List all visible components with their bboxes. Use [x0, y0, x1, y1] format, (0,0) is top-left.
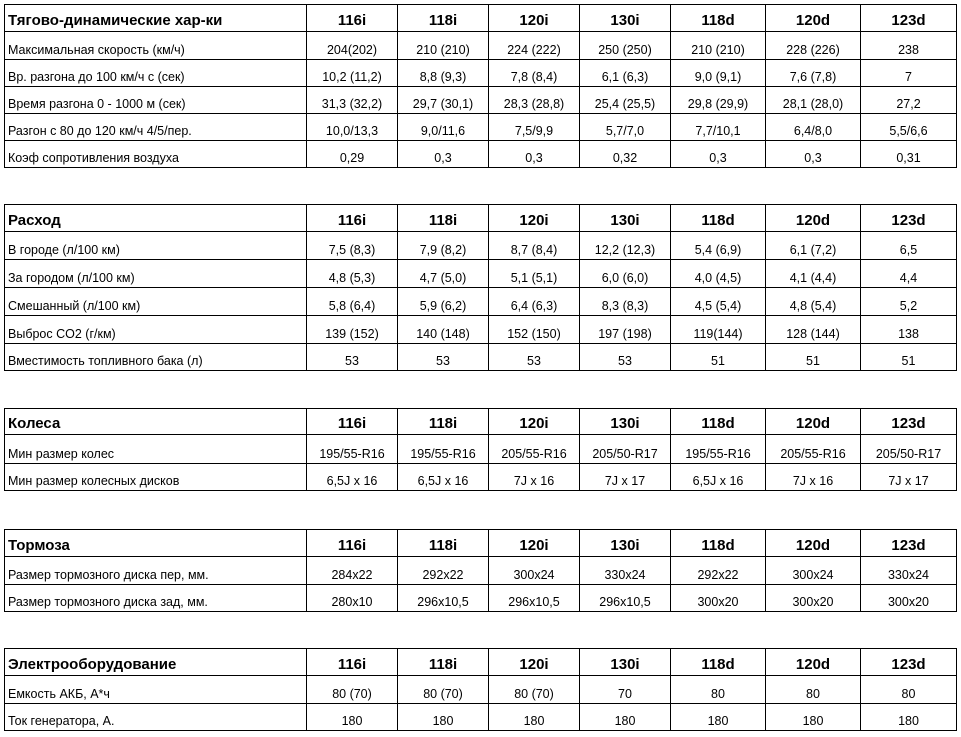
table-cell: 180 — [580, 704, 671, 731]
table-cell: 4,8 (5,3) — [307, 260, 398, 288]
table-cell: 80 (70) — [489, 676, 580, 704]
table-cell: 210 (210) — [671, 32, 766, 60]
model-header: 123d — [861, 530, 957, 557]
model-header: 123d — [861, 649, 957, 676]
table-cell: 0,31 — [861, 141, 957, 168]
table-cell: 228 (226) — [766, 32, 861, 60]
table-cell: 250 (250) — [580, 32, 671, 60]
table-cell: 9,0/11,6 — [398, 114, 489, 141]
row-label: Мин размер колес — [5, 435, 307, 464]
table-cell: 8,7 (8,4) — [489, 232, 580, 260]
table-cell: 204(202) — [307, 32, 398, 60]
table-cell: 7J x 16 — [766, 464, 861, 491]
model-header: 120i — [489, 205, 580, 232]
model-header: 130i — [580, 409, 671, 435]
table-cell: 6,0 (6,0) — [580, 260, 671, 288]
table-cell: 300x20 — [671, 585, 766, 612]
section-title: Расход — [5, 205, 307, 232]
table-cell: 6,1 (7,2) — [766, 232, 861, 260]
row-label: Вр. разгона до 100 км/ч с (сек) — [5, 60, 307, 87]
table-cell: 280x10 — [307, 585, 398, 612]
table-cell: 5,5/6,6 — [861, 114, 957, 141]
row-label: Выброс CO2 (г/км) — [5, 316, 307, 344]
table-cell: 80 — [671, 676, 766, 704]
table-cell: 195/55-R16 — [307, 435, 398, 464]
table-cell: 5,9 (6,2) — [398, 288, 489, 316]
table-cell: 7,8 (8,4) — [489, 60, 580, 87]
table-cell: 0,3 — [671, 141, 766, 168]
model-header: 118i — [398, 5, 489, 32]
table-cell: 51 — [766, 344, 861, 371]
table-cell: 210 (210) — [398, 32, 489, 60]
table-cell: 180 — [489, 704, 580, 731]
table-cell: 8,3 (8,3) — [580, 288, 671, 316]
section-table — [4, 408, 957, 491]
model-header: 118i — [398, 409, 489, 435]
table-cell: 152 (150) — [489, 316, 580, 344]
table-cell: 0,3 — [766, 141, 861, 168]
table-cell: 27,2 — [861, 87, 957, 114]
row-label: Смешанный (л/100 км) — [5, 288, 307, 316]
table-cell: 5,8 (6,4) — [307, 288, 398, 316]
table-cell: 292x22 — [398, 557, 489, 585]
table-cell: 7,7/10,1 — [671, 114, 766, 141]
table-row — [5, 435, 957, 464]
table-cell: 5,7/7,0 — [580, 114, 671, 141]
table-cell: 330x24 — [861, 557, 957, 585]
table-cell: 4,5 (5,4) — [671, 288, 766, 316]
table-cell: 7,9 (8,2) — [398, 232, 489, 260]
row-label: Ток генератора, А. — [5, 704, 307, 731]
table-cell: 7J x 16 — [489, 464, 580, 491]
model-header: 123d — [861, 5, 957, 32]
row-label: Максимальная скорость (км/ч) — [5, 32, 307, 60]
section-table — [4, 648, 957, 731]
section-title: Электрооборудование — [5, 649, 307, 676]
table-cell: 51 — [671, 344, 766, 371]
table-cell: 180 — [398, 704, 489, 731]
model-header: 116i — [307, 5, 398, 32]
table-row — [5, 288, 957, 316]
model-header: 120d — [766, 205, 861, 232]
model-header: 120d — [766, 530, 861, 557]
model-header: 118d — [671, 649, 766, 676]
table-cell: 28,1 (28,0) — [766, 87, 861, 114]
table-cell: 80 — [861, 676, 957, 704]
table-cell: 53 — [398, 344, 489, 371]
row-label: Коэф сопротивления воздуха — [5, 141, 307, 168]
section-title: Колеса — [5, 409, 307, 435]
table-cell: 80 — [766, 676, 861, 704]
table-cell: 6,5J x 16 — [307, 464, 398, 491]
section-title: Тягово-динамические хар-ки — [5, 5, 307, 32]
model-header: 118i — [398, 530, 489, 557]
section-header-row — [5, 409, 957, 435]
model-header: 120d — [766, 649, 861, 676]
row-label: Емкость АКБ, А*ч — [5, 676, 307, 704]
table-cell: 29,8 (29,9) — [671, 87, 766, 114]
row-label: Время разгона 0 - 1000 м (сек) — [5, 87, 307, 114]
table-cell: 6,1 (6,3) — [580, 60, 671, 87]
section-header-row — [5, 205, 957, 232]
table-cell: 7J x 17 — [580, 464, 671, 491]
table-cell: 4,7 (5,0) — [398, 260, 489, 288]
model-header: 118d — [671, 409, 766, 435]
table-cell: 6,4 (6,3) — [489, 288, 580, 316]
table-cell: 205/55-R16 — [489, 435, 580, 464]
table-cell: 0,32 — [580, 141, 671, 168]
table-cell: 180 — [671, 704, 766, 731]
table-cell: 7,5/9,9 — [489, 114, 580, 141]
table-cell: 180 — [861, 704, 957, 731]
table-cell: 0,3 — [398, 141, 489, 168]
section-table — [4, 529, 957, 612]
row-label: Размер тормозного диска пер, мм. — [5, 557, 307, 585]
table-cell: 28,3 (28,8) — [489, 87, 580, 114]
table-cell: 292x22 — [671, 557, 766, 585]
table-cell: 29,7 (30,1) — [398, 87, 489, 114]
table-cell: 284x22 — [307, 557, 398, 585]
table-cell: 224 (222) — [489, 32, 580, 60]
table-row — [5, 87, 957, 114]
table-cell: 195/55-R16 — [398, 435, 489, 464]
model-header: 118d — [671, 530, 766, 557]
model-header: 116i — [307, 409, 398, 435]
table-row — [5, 32, 957, 60]
table-cell: 25,4 (25,5) — [580, 87, 671, 114]
table-cell: 7 — [861, 60, 957, 87]
table-row — [5, 676, 957, 704]
table-cell: 205/55-R16 — [766, 435, 861, 464]
table-cell: 300x24 — [489, 557, 580, 585]
model-header: 130i — [580, 205, 671, 232]
model-header: 116i — [307, 649, 398, 676]
table-cell: 0,29 — [307, 141, 398, 168]
section-title: Тормоза — [5, 530, 307, 557]
model-header: 120d — [766, 409, 861, 435]
table-cell: 205/50-R17 — [861, 435, 957, 464]
table-cell: 8,8 (9,3) — [398, 60, 489, 87]
section-header-row — [5, 530, 957, 557]
table-cell: 300x20 — [861, 585, 957, 612]
model-header: 118d — [671, 205, 766, 232]
model-header: 120i — [489, 530, 580, 557]
table-cell: 140 (148) — [398, 316, 489, 344]
table-cell: 138 — [861, 316, 957, 344]
model-header: 118i — [398, 205, 489, 232]
model-header: 116i — [307, 530, 398, 557]
table-cell: 51 — [861, 344, 957, 371]
table-cell: 330x24 — [580, 557, 671, 585]
table-cell: 31,3 (32,2) — [307, 87, 398, 114]
table-row — [5, 316, 957, 344]
table-cell: 4,1 (4,4) — [766, 260, 861, 288]
section-table — [4, 4, 957, 168]
table-row — [5, 557, 957, 585]
table-cell: 80 (70) — [307, 676, 398, 704]
table-row — [5, 60, 957, 87]
table-cell: 7,6 (7,8) — [766, 60, 861, 87]
model-header: 120i — [489, 409, 580, 435]
table-cell: 4,4 — [861, 260, 957, 288]
table-cell: 119(144) — [671, 316, 766, 344]
model-header: 120i — [489, 649, 580, 676]
table-row — [5, 344, 957, 371]
table-row — [5, 232, 957, 260]
model-header: 118i — [398, 649, 489, 676]
model-header: 130i — [580, 649, 671, 676]
table-cell: 6,5J x 16 — [671, 464, 766, 491]
table-cell: 197 (198) — [580, 316, 671, 344]
table-cell: 128 (144) — [766, 316, 861, 344]
table-cell: 4,8 (5,4) — [766, 288, 861, 316]
model-header: 120d — [766, 5, 861, 32]
model-header: 130i — [580, 5, 671, 32]
table-cell: 238 — [861, 32, 957, 60]
table-cell: 296x10,5 — [398, 585, 489, 612]
row-label: Вместимость топливного бака (л) — [5, 344, 307, 371]
table-cell: 6,5J x 16 — [398, 464, 489, 491]
table-row — [5, 585, 957, 612]
table-cell: 5,1 (5,1) — [489, 260, 580, 288]
table-cell: 7,5 (8,3) — [307, 232, 398, 260]
table-cell: 296x10,5 — [580, 585, 671, 612]
table-cell: 9,0 (9,1) — [671, 60, 766, 87]
table-cell: 12,2 (12,3) — [580, 232, 671, 260]
table-cell: 296x10,5 — [489, 585, 580, 612]
table-cell: 70 — [580, 676, 671, 704]
table-cell: 7J x 17 — [861, 464, 957, 491]
table-cell: 53 — [580, 344, 671, 371]
row-label: Размер тормозного диска зад, мм. — [5, 585, 307, 612]
table-cell: 300x20 — [766, 585, 861, 612]
row-label: Мин размер колесных дисков — [5, 464, 307, 491]
table-cell: 139 (152) — [307, 316, 398, 344]
table-cell: 0,3 — [489, 141, 580, 168]
row-label: В городе (л/100 км) — [5, 232, 307, 260]
section-table — [4, 204, 957, 371]
table-cell: 53 — [489, 344, 580, 371]
model-header: 118d — [671, 5, 766, 32]
table-cell: 5,4 (6,9) — [671, 232, 766, 260]
table-row — [5, 114, 957, 141]
section-header-row — [5, 5, 957, 32]
table-cell: 80 (70) — [398, 676, 489, 704]
row-label: Разгон с 80 до 120 км/ч 4/5/пер. — [5, 114, 307, 141]
model-header: 116i — [307, 205, 398, 232]
table-cell: 5,2 — [861, 288, 957, 316]
table-row — [5, 260, 957, 288]
table-cell: 6,5 — [861, 232, 957, 260]
table-cell: 300x24 — [766, 557, 861, 585]
model-header: 123d — [861, 205, 957, 232]
table-cell: 6,4/8,0 — [766, 114, 861, 141]
model-header: 120i — [489, 5, 580, 32]
model-header: 130i — [580, 530, 671, 557]
table-row — [5, 141, 957, 168]
table-cell: 180 — [307, 704, 398, 731]
table-cell: 195/55-R16 — [671, 435, 766, 464]
table-cell: 205/50-R17 — [580, 435, 671, 464]
table-cell: 53 — [307, 344, 398, 371]
table-cell: 10,0/13,3 — [307, 114, 398, 141]
table-cell: 180 — [766, 704, 861, 731]
section-header-row — [5, 649, 957, 676]
table-row — [5, 464, 957, 491]
table-cell: 10,2 (11,2) — [307, 60, 398, 87]
table-cell: 4,0 (4,5) — [671, 260, 766, 288]
table-row — [5, 704, 957, 731]
row-label: За городом (л/100 км) — [5, 260, 307, 288]
model-header: 123d — [861, 409, 957, 435]
